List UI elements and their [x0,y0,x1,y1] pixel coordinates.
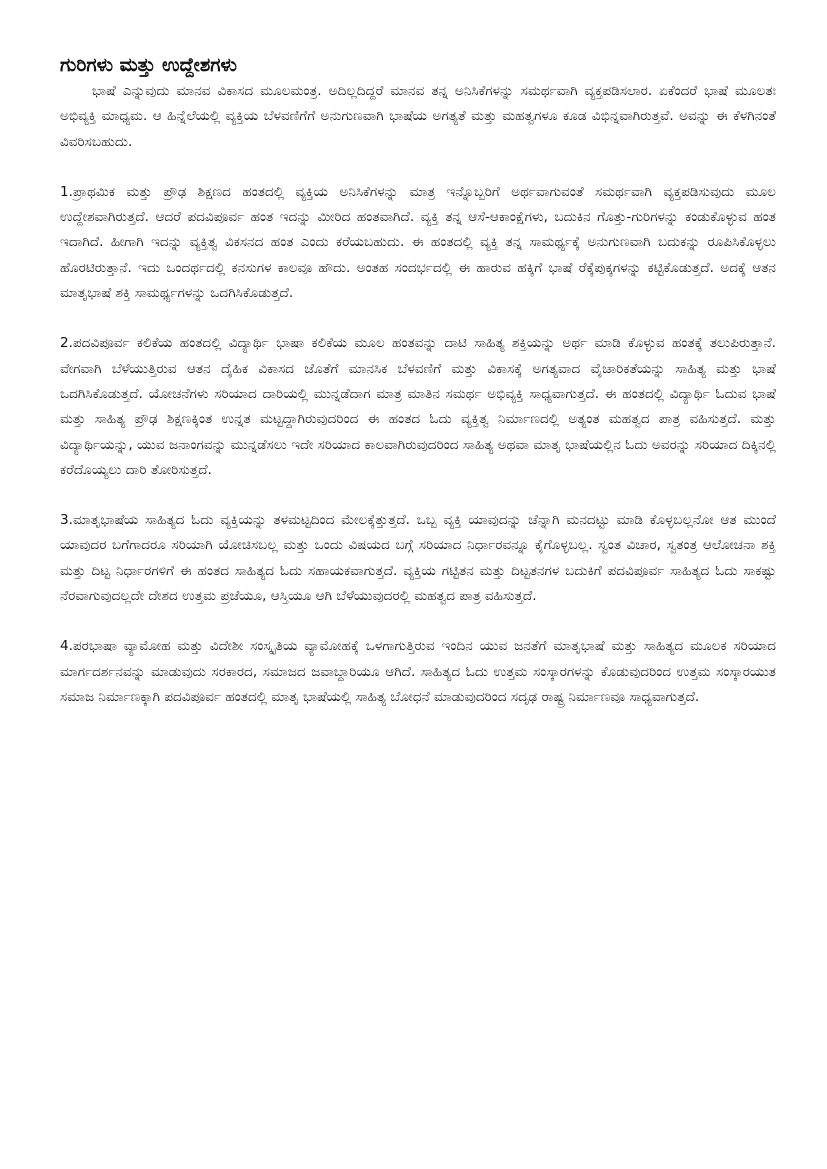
paragraph-spacer [60,483,776,508]
paragraph-spacer [60,609,776,634]
point-paragraph-4: 4.ಪರಭಾಷಾ ವ್ಯಾಮೋಹ ಮತ್ತು ವಿದೇಶೀ ಸಂಸ್ಕೃತಿಯ ವ್ಯಾಮೋಹಕ್ಕೆ ಒಳಗಾಗುತ್ತಿರುವ ಇಂದಿನ ಯುವ ಜನತೆಗೆ ಮಾತೃಭಾಷೆ ಮತ್ತು ಸಾಹಿತ್ಯದ ಮೂಲಕ ಸರಿಯಾದ ಮಾರ್ಗದರ್ಶನವನ್ನು ಮಾಡುವುದು ಸರಕಾರದ, ಸಮಾಜದ ಜವಾಬ್ದಾರಿಯೂ ಆಗಿದೆ. ಸಾಹಿತ್ಯದ ಓದು ಉತ್ತಮ ಸಂಸ್ಕಾರಗಳನ್ನು ಕೊಡುವುದರಿಂದ ಉತ್ತಮ ಸಂಸ್ಕಾರಯುತ ಸಮಾಜ ನಿರ್ಮಾಣಕ್ಕಾಗಿ ಪದವಿಪೂರ್ವ ಹಂತದಲ್ಲಿ ಮಾತೃ ಭಾಷೆಯಲ್ಲಿ ಸಾಹಿತ್ಯ ಬೋಧನೆ ಮಾಡುವುದರಿಂದ ಸದೃಢ ರಾಷ್ಟ್ರ ನಿರ್ಮಾಣವೂ ಸಾಧ್ಯವಾಗುತ್ತದೆ. [60,638,776,705]
intro-paragraph: ಭಾಷೆ ಎನ್ನುವುದು ಮಾನವ ವಿಕಾಸದ ಮೂಲಮಂತ್ರ. ಅದಿಲ್ಲದಿದ್ದರೆ ಮಾನವ ತನ್ನ ಅನಿಸಿಕೆಗಳನ್ನು ಸಮರ್ಥವಾಗಿ ವ್ಯಕ್ತಪಡಿಸಲಾರ. ಏಕೆಂದರೆ ಭಾಷೆ ಮೂಲತಃ ಅಭಿವ್ಯಕ್ತಿ ಮಾಧ್ಯಮ. ಆ ಹಿನ್ನೆಲೆಯಲ್ಲಿ ವ್ಯಕ್ತಿಯ ಬೆಳವಣಿಗೆಗೆ ಅನುಗುಣವಾಗಿ ಭಾಷೆಯ ಅಗತ್ಯತೆ ಮತ್ತು ಮಹತ್ವಗಳೂ ಕೂಡ ವಿಭಿನ್ನವಾಗಿರುತ್ತವೆ. ಅವನ್ನು ಈ ಕೆಳಗಿನಂತೆ ವಿವರಿಸಬಹುದು. [60,83,776,150]
point-paragraph-2: 2.ಪದವಿಪೂರ್ವ ಕಲಿಕೆಯ ಹಂತದಲ್ಲಿ ವಿದ್ಯಾರ್ಥಿ ಭಾಷಾ ಕಲಿಕೆಯ ಮೂಲ ಹಂತವನ್ನು ದಾಟಿ ಸಾಹಿತ್ಯ ಶಕ್ತಿಯನ್ನು ಅರ್ಥ ಮಾಡಿ ಕೊಳ್ಳುವ ಹಂತಕ್ಕೆ ತಲುಪಿರುತ್ತಾನೆ. ವೇಗವಾಗಿ ಬೆಳೆಯುತ್ತಿರುವ ಆತನ ದೈಹಿಕ ವಿಕಾಸದ ಜೊತೆಗೆ ಮಾನಸಿಕ ಬೆಳವಣಿಗೆ ಮತ್ತು ವಿಕಾಸಕ್ಕೆ ಅಗತ್ಯವಾದ ವೈಚಾರಿಕತೆಯನ್ನು ಸಾಹಿತ್ಯ ಮತ್ತು ಭಾಷೆ ಒದಗಿಸಿಕೊಡುತ್ತದೆ. ಯೋಚನೆಗಳು ಸರಿಯಾದ ದಾರಿಯಲ್ಲಿ ಮುನ್ನಡೆದಾಗ ಮಾತ್ರ ಮಾತಿನ ಸಮರ್ಥ ಅಭಿವ್ಯಕ್ತಿ ಸಾಧ್ಯವಾಗುತ್ತದೆ. ಈ ಹಂತದಲ್ಲಿ ವಿದ್ಯಾರ್ಥಿ ಓದುವ ಭಾಷೆ ಮತ್ತು ಸಾಹಿತ್ಯ ಪ್ರೌಢ ಶಿಕ್ಷಣಕ್ಕಿಂತ ಉನ್ನತ ಮಟ್ಟದ್ದಾಗಿರುವುದರಿಂದ ಈ ಹಂತದ ಓದು ವ್ಯಕ್ತಿತ್ವ ನಿರ್ಮಾಣದಲ್ಲಿ ಅತ್ಯಂತ ಮಹತ್ವದ ಪಾತ್ರ ವಹಿಸುತ್ತದೆ. ಮತ್ತು ವಿದ್ಯಾರ್ಥಿಯನ್ನು, ಯುವ ಜನಾಂಗವನ್ನು ಮುನ್ನಡೆಸಲು ಇದೇ ಸರಿಯಾದ ಕಾಲವಾಗಿರುವುದರಿಂದ ಸಾಹಿತ್ಯ ಅಥವಾ ಮಾತೃ ಭಾಷೆಯಲ್ಲಿನ ಓದು ಅವರನ್ನು ಸರಿಯಾದ ದಿಕ್ಕಿನಲ್ಲಿ ಕರೆದೊಯ್ಯಲು ದಾರಿ ತೋರಿಸುತ್ತದೆ. [60,335,777,478]
point-paragraph-3: 3.ಮಾತೃಭಾಷೆಯ ಸಾಹಿತ್ಯದ ಓದು ವ್ಯಕ್ತಿಯನ್ನು ತಳಮಟ್ಟದಿಂದ ಮೇಲಕ್ಕೆತ್ತುತ್ತದೆ. ಒಬ್ಬ ವ್ಯಕ್ತಿ ಯಾವುದನ್ನು ಚೆನ್ನಾಗಿ ಮನದಟ್ಟು ಮಾಡಿ ಕೊಳ್ಳಬಲ್ಲನೋ ಆತ ಮುಂದೆ ಯಾವುದರ ಬಗೆಗಾದರೂ ಸರಿಯಾಗಿ ಯೋಚಿಸಬಲ್ಲ ಮತ್ತು ಒಂದು ವಿಷಯದ ಬಗ್ಗೆ ಸರಿಯಾದ ನಿರ್ಧಾರವನ್ನೂ ಕೈಗೊಳ್ಳಬಲ್ಲ. ಸ್ವಂತ ವಿಚಾರ, ಸ್ವತಂತ್ರ ಆಲೋಚನಾ ಶಕ್ತಿ ಮತ್ತು ದಿಟ್ಟ ನಿರ್ಧಾರಗಳಿಗೆ ಈ ಹಂತದ ಸಾಹಿತ್ಯದ ಓದು ಸಹಾಯಕವಾಗುತ್ತದೆ. ವ್ಯಕ್ತಿಯ ಗಟ್ಟಿತನ ಮತ್ತು ದಿಟ್ಟತನಗಳ ಬದುಕಿಗೆ ಪದವಿಪೂರ್ವ ಸಾಹಿತ್ಯದ ಓದು ಸಾಕಷ್ಟು ನೆರವಾಗುವುದಲ್ಲದೇ ದೇಶದ ಉತ್ತಮ ಪ್ರಜೆಯೂ, ಆಸ್ತಿಯೂ ಆಗಿ ಬೆಳೆಯುವುದರಲ್ಲಿ ಮಹತ್ವದ ಪಾತ್ರ ವಹಿಸುತ್ತದೆ. [60,512,776,605]
document-title: ಗುರಿಗಳು ಮತ್ತು ಉದ್ದೇಶಗಳು [60,54,237,76]
paragraph-spacer [60,155,776,180]
point-paragraph-1: 1.ಪ್ರಾಥಮಿಕ ಮತ್ತು ಪ್ರೌಢ ಶಿಕ್ಷಣದ ಹಂತದಲ್ಲಿ ವ್ಯಕ್ತಿಯ ಅನಿಸಿಕೆಗಳನ್ನು ಮಾತ್ರ ಇನ್ನೊಬ್ಬರಿಗೆ ಅರ್ಥವಾಗುವಂತೆ ಸಮರ್ಥವಾಗಿ ವ್ಯಕ್ತಪಡಿಸುವುದು ಮೂಲ ಉದ್ದೇಶವಾಗಿರುತ್ತದೆ. ಆದರೆ ಪದವಿಪೂರ್ವ ಹಂತ ಇದನ್ನು ಮೀರಿದ ಹಂತವಾಗಿದೆ. ವ್ಯಕ್ತಿ ತನ್ನ ಆಸೆ-ಆಕಾಂಕ್ಷೆಗಳು, ಬದುಕಿನ ಗೊತ್ತು-ಗುರಿಗಳನ್ನು ಕಂಡುಕೊಳ್ಳುವ ಹಂತ ಇದಾಗಿದೆ. ಹೀಗಾಗಿ ಇದನ್ನು ವ್ಯಕ್ತಿತ್ವ ವಿಕಸನದ ಹಂತ ಎಂದು ಕರೆಯಬಹುದು. ಈ ಹಂತದಲ್ಲಿ ವ್ಯಕ್ತಿ ತನ್ನ ಸಾಮರ್ಥ್ಯಕ್ಕೆ ಅನುಗುಣವಾಗಿ ಬದುಕನ್ನು ರೂಪಿಸಿಕೊಳ್ಳಲು ಹೊರಟಿರುತ್ತಾನೆ. ಇದು ಒಂದರ್ಥದಲ್ಲಿ ಕನಸುಗಳ ಕಾಲವೂ ಹೌದು. ಅಂತಹ ಸಂದರ್ಭದಲ್ಲಿ ಈ ಹಾರುವ ಹಕ್ಕಿಗೆ ಭಾಷೆ ರೆಕ್ಕೆಪುಕ್ಕಗಳನ್ನು ಕಟ್ಟಿಕೊಡುತ್ತದೆ. ಅದಕ್ಕೆ ಆತನ ಮಾತೃಭಾಷೆ ಶಕ್ತಿ ಸಾಮರ್ಥ್ಯಗಳನ್ನು ಒದಗಿಸಿಕೊಡುತ್ತದೆ. [60,183,776,302]
document-page [60,52,776,710]
paragraph-spacer [60,306,776,331]
